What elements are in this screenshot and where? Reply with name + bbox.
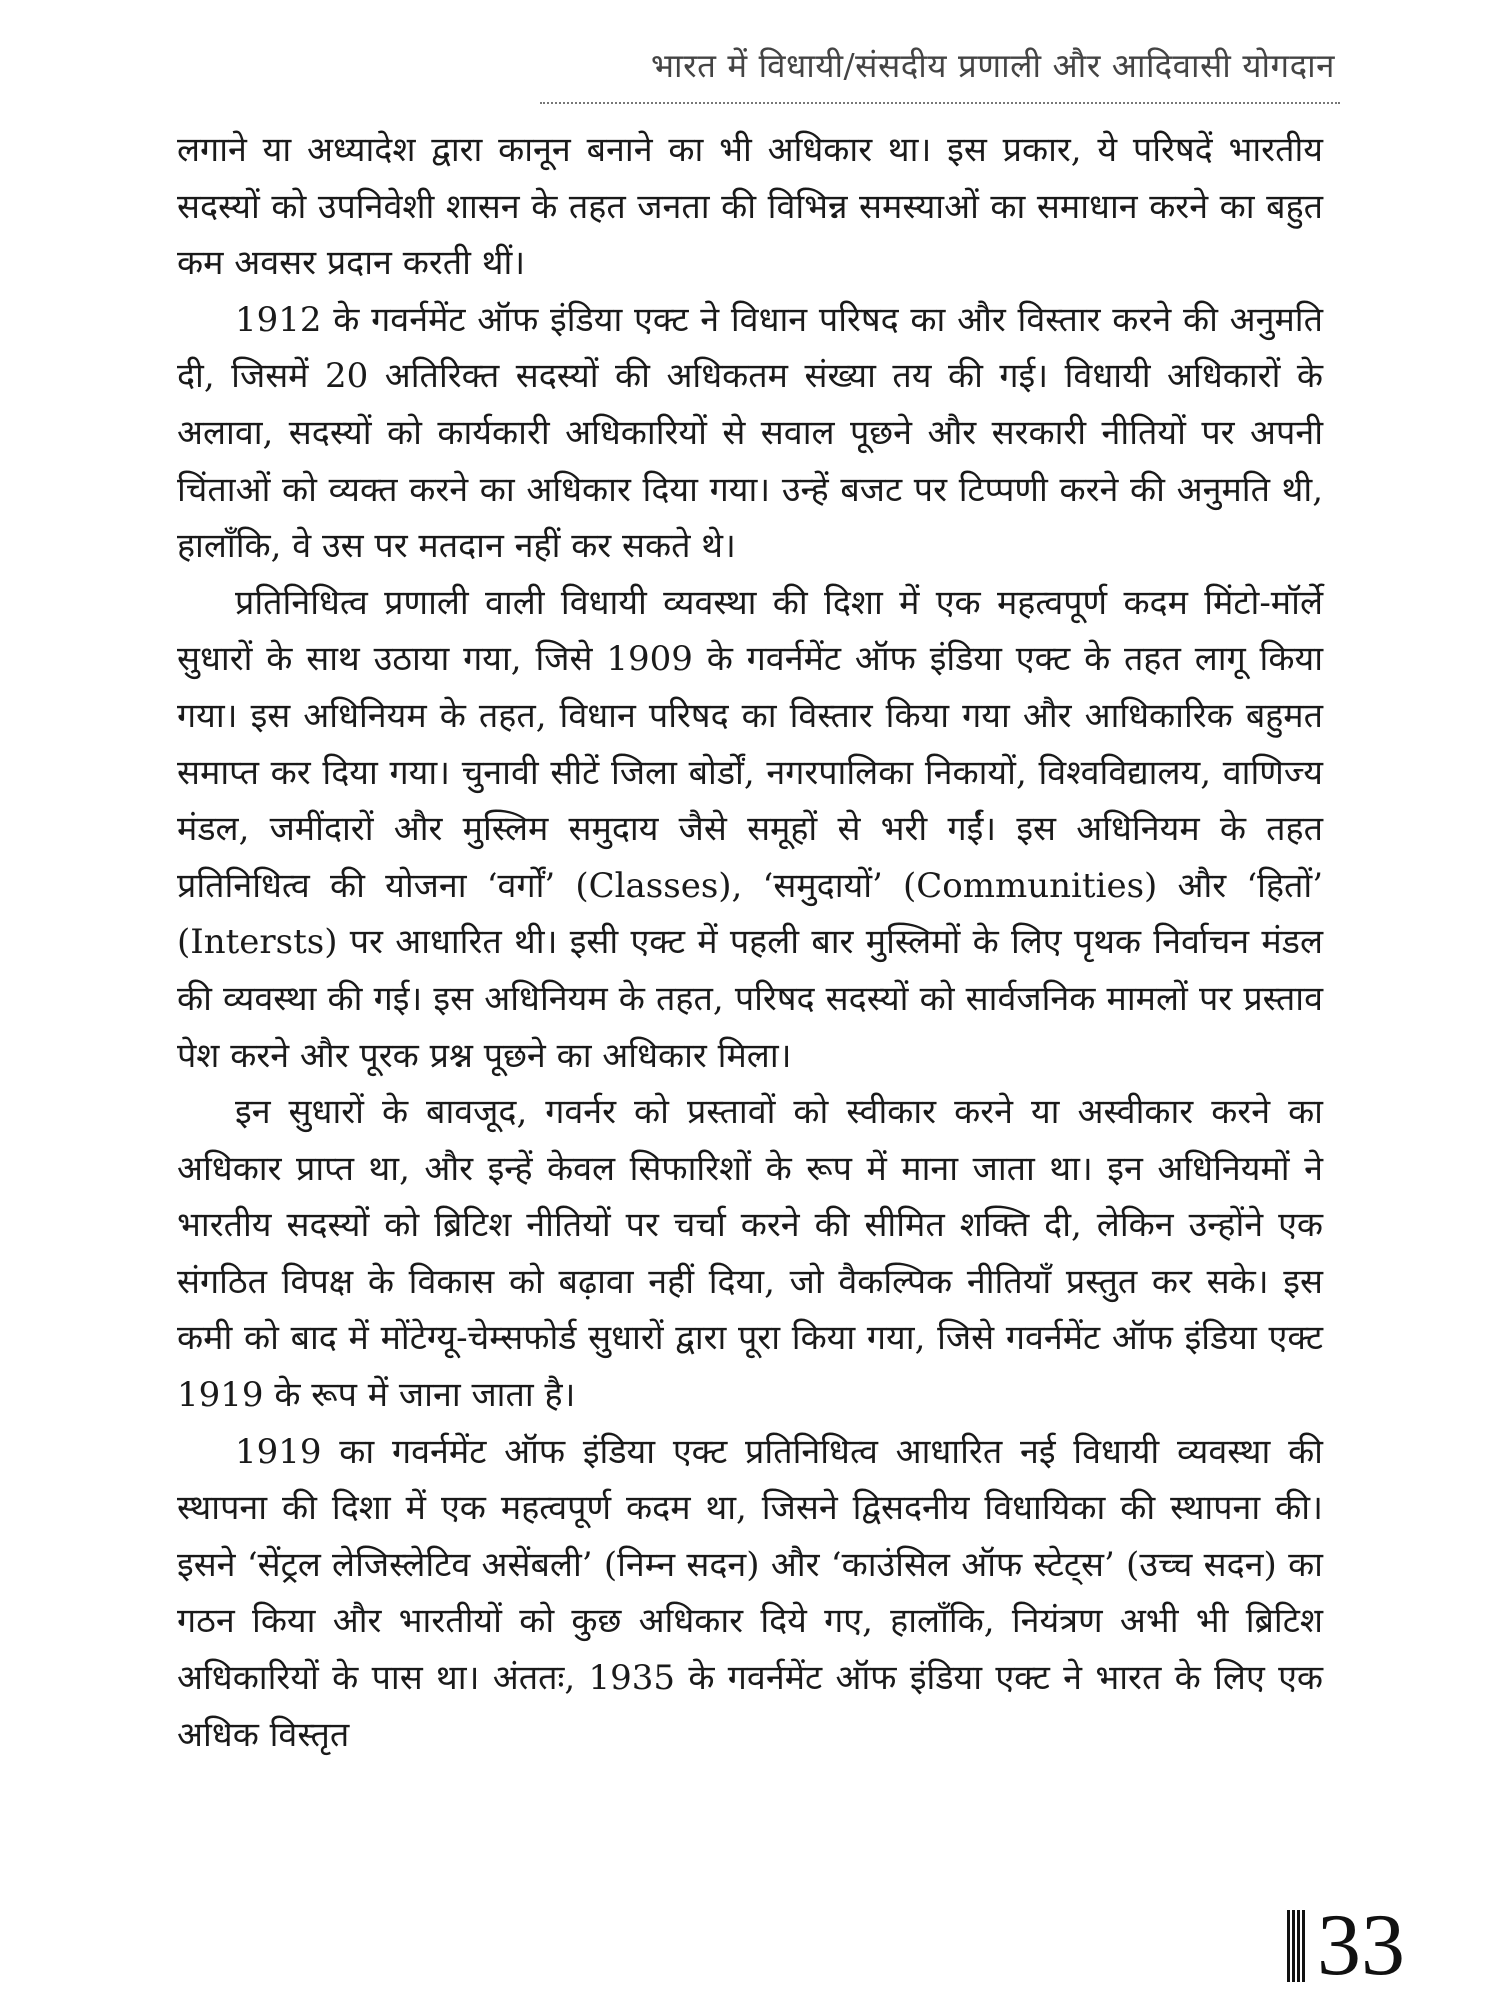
running-header: भारत में विधायी/संसदीय प्रणाली और आदिवासी योगदान [650, 46, 1335, 85]
body-text [177, 122, 1323, 1763]
page-number-text: 33 [1317, 1897, 1405, 1994]
page-number-bar [1287, 1910, 1307, 1982]
header-rule [540, 102, 1340, 104]
paragraph-2: 1912 के गवर्नमेंट ऑफ इंडिया एक्ट ने विधान परिषद का और विस्तार करने की अनुमति दी, जिसमें 20 अतिरिक्त सदस्यों की अधिकतम संख्या तय की गई। विधायी अधिकारों के अलावा, सदस्यों को कार्यकारी अधिकारियों से सवाल पूछने और सरकारी नीतियों पर अपनी चिंताओं को व्यक्त करने का अधिकार दिया गया। उन्हें बजट पर टिप्पणी करने की अनुमति थी, हालाँकि, वे उस पर मतदान नहीं कर सकते थे। [177, 299, 1323, 567]
page-number [1287, 1897, 1405, 1994]
paragraph-1: लगाने या अध्यादेश द्वारा कानून बनाने का भी अधिकार था। इस प्रकार, ये परिषदें भारतीय सदस्यों को उपनिवेशी शासन के तहत जनता की विभिन्न समस्याओं का समाधान करने का बहुत कम अवसर प्रदान करती थीं। [177, 130, 1323, 284]
paragraph-4: इन सुधारों के बावजूद, गवर्नर को प्रस्तावों को स्वीकार करने या अस्वीकार करने का अधिकार प्राप्त था, और इन्हें केवल सिफारिशों के रूप में माना जाता था। इन अधिनियमों ने भारतीय सदस्यों को ब्रिटिश नीतियों पर चर्चा करने की सीमित शक्ति दी, लेकिन उन्होंने एक संगठित विपक्ष के विकास को बढ़ावा नहीं दिया, जो वैकल्पिक नीतियाँ प्रस्तुत कर सके। इस कमी को बाद में मोंटेग्यू-चेम्सफोर्ड सुधारों द्वारा पूरा किया गया, जिसे गवर्नमेंट ऑफ इंडिया एक्ट 1919 के रूप में जाना जाता है। [177, 1092, 1323, 1416]
paragraph-3: प्रतिनिधित्व प्रणाली वाली विधायी व्यवस्था की दिशा में एक महत्वपूर्ण कदम मिंटो-मॉर्ले सुधारों के साथ उठाया गया, जिसे 1909 के गवर्नमेंट ऑफ इंडिया एक्ट के तहत लागू किया गया। इस अधिनियम के तहत, विधान परिषद का विस्तार किया गया और आधिकारिक बहुमत समाप्त कर दिया गया। चुनावी सीटें जिला बोर्डों, नगरपालिका निकायों, विश्वविद्यालय, वाणिज्य मंडल, जमींदारों और मुस्लिम समुदाय जैसे समूहों से भरी गईं। इस अधिनियम के तहत प्रतिनिधित्व की योजना ‘वर्गों’ (Classes), ‘समुदायों’ (Communities) और ‘हितों’ (Intersts) पर आधारित थी। इसी एक्ट में पहली बार मुस्लिमों के लिए पृथक निर्वाचन मंडल की व्यवस्था की गई। इस अधिनियम के तहत, परिषद सदस्यों को सार्वजनिक मामलों पर प्रस्ताव पेश करने और पूरक प्रश्न पूछने का अधिकार मिला। [177, 582, 1323, 1076]
paragraph-5: 1919 का गवर्नमेंट ऑफ इंडिया एक्ट प्रतिनिधित्व आधारित नई विधायी व्यवस्था की स्थापना की दिशा में एक महत्वपूर्ण कदम था, जिसने द्विसदनीय विधायिका की स्थापना की। इसने ‘सेंट्रल लेजिस्लेटिव असेंबली’ (निम्न सदन) और ‘काउंसिल ऑफ स्टेट्स’ (उच्च सदन) का गठन किया और भारतीयों को कुछ अधिकार दिये गए, हालाँकि, नियंत्रण अभी भी ब्रिटिश अधिकारियों के पास था। अंततः, 1935 के गवर्नमेंट ऑफ इंडिया एक्ट ने भारत के लिए एक अधिक विस्तृत [177, 1431, 1323, 1755]
